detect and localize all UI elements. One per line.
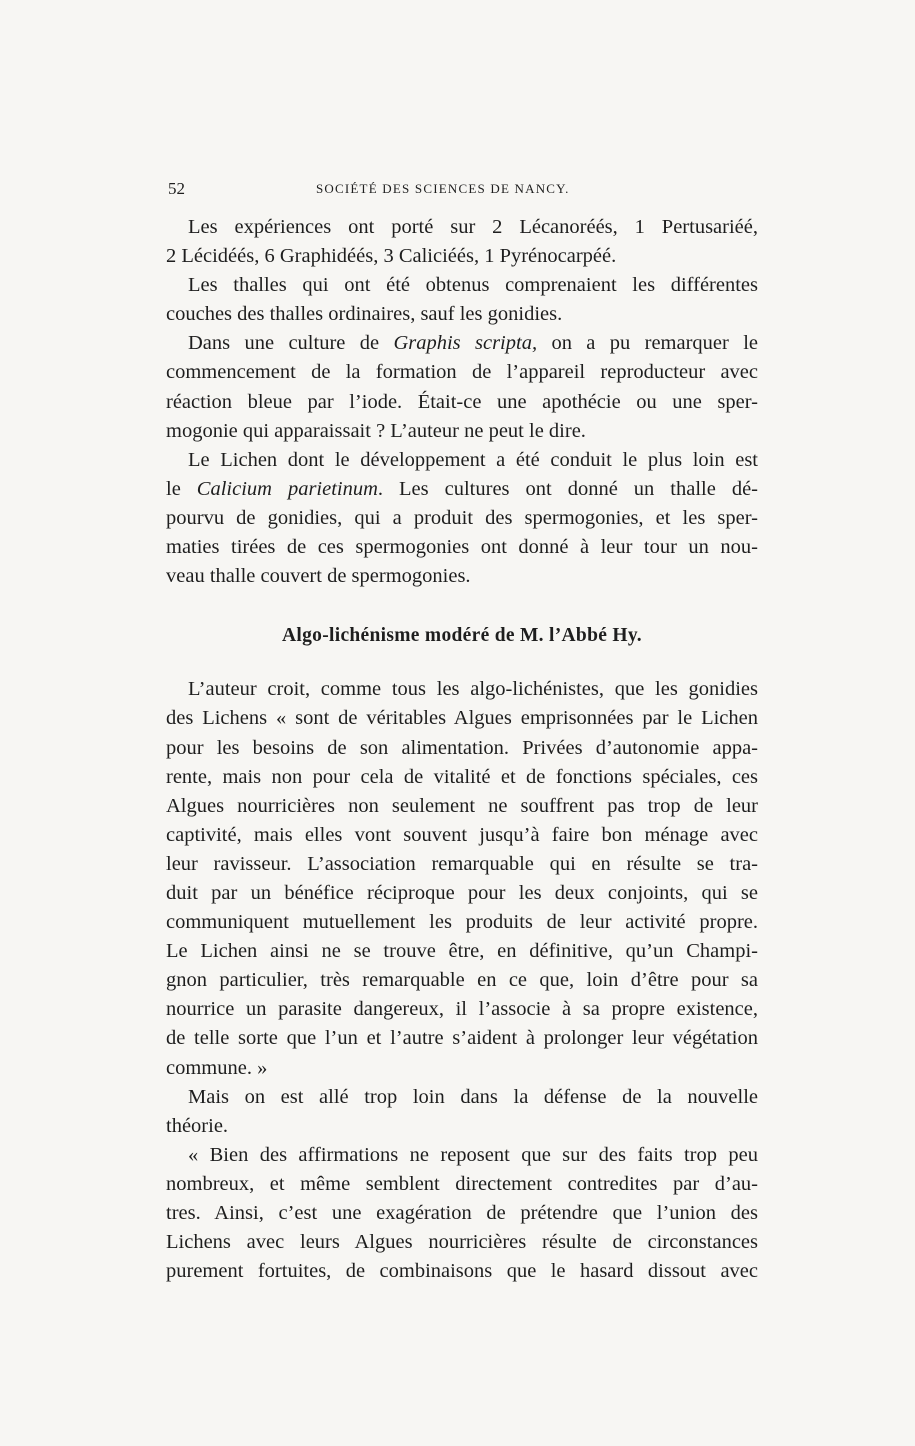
text-line: purement fortuites, de combinaisons que le hasard dissout avec (166, 1260, 758, 1283)
text-line: nombreux, et même semblent directement contredites par d’au- (166, 1172, 758, 1195)
text-line: nourrice un parasite dangereux, il l’associe à sa propre existence, (166, 998, 758, 1021)
text-line: pour les besoins de son alimentation. Privées d’autonomie appa- (166, 736, 758, 759)
section-title: Algo-lichénisme modéré de M. l’Abbé Hy. (282, 625, 642, 647)
text-line: Le Lichen ainsi ne se trouve être, en définitive, qu’un Champi- (166, 940, 758, 963)
text-line: L’auteur croit, comme tous les algo-lichénistes, que les gonidies (188, 678, 758, 701)
text-line: de telle sorte que l’un et l’autre s’aident à prolonger leur végétation (166, 1027, 758, 1050)
body-text (166, 213, 758, 1286)
text-line: Les expériences ont porté sur 2 Lécanoréés, 1 Pertusariéé, (188, 216, 758, 238)
text-line: « Bien des affirmations ne reposent que sur des faits trop peu (188, 1143, 758, 1166)
paragraph (166, 213, 758, 271)
running-title: SOCIÉTÉ DES SCIENCES DE NANCY. (316, 181, 570, 196)
text-line: Les thalles qui ont été obtenus comprenaient les différentes (188, 274, 758, 297)
text-line: communiquent mutuellement les produits de leur activité propre. (166, 911, 758, 934)
paragraph (166, 675, 758, 1082)
text-line: maties tirées de ces spermogonies ont donné à leur tour un nou- (166, 536, 758, 559)
text-line: 2 Lécidéés, 6 Graphidéés, 3 Caliciéés, 1 Pyrénocarpéé. (166, 245, 617, 268)
species-name: Graphis scripta, (393, 332, 538, 355)
text-line: Mais on est allé trop loin dans la défense de la nouvelle (188, 1085, 758, 1108)
text-line: Dans une culture de Graphis scripta, on a pu remarquer le (188, 332, 758, 355)
text-line: commencement de la formation de l’appareil reproducteur avec (166, 361, 758, 384)
page-number: 52 (168, 179, 185, 198)
paragraph (166, 1141, 758, 1286)
text-line: veau thalle couvert de spermogonies. (166, 565, 471, 588)
text-line: théorie. (166, 1114, 229, 1137)
text-line: duit par un bénéfice réciproque pour les deux conjoints, qui se (166, 881, 758, 904)
text-line: commune. » (166, 1056, 268, 1079)
text-line: le Calicium parietinum. Les cultures ont donné un thalle dé- (166, 477, 758, 500)
paragraph (166, 1083, 758, 1141)
text-line: leur ravisseur. L’association remarquable qui en résulte se tra- (166, 852, 758, 875)
page-header (168, 179, 758, 201)
text-line: couches des thalles ordinaires, sauf les gonidies. (166, 303, 563, 326)
text-line: rente, mais non pour cela de vitalité et de fonctions spéciales, ces (166, 765, 758, 788)
paragraph (166, 329, 758, 445)
species-name: Calicium parietinum (196, 477, 378, 500)
text-line: Algues nourricières non seulement ne souffrent pas trop de leur (166, 794, 758, 817)
text-line: des Lichens « sont de véritables Algues emprisonnées par le Lichen (166, 707, 758, 730)
text-line: gnon particulier, très remarquable en ce que, loin d’être pour sa (166, 969, 758, 992)
text-line: tres. Ainsi, c’est une exagération de prétendre que l’union des (166, 1202, 758, 1224)
text-line: captivité, mais elles vont souvent jusqu’à faire bon ménage avec (166, 823, 758, 846)
text-line: Le Lichen dont le développement a été conduit le plus loin est (188, 448, 758, 471)
text-line: réaction bleue par l’iode. Était-ce une apothécie ou une sper- (166, 390, 758, 413)
text-line: pourvu de gonidies, qui a produit des spermogonies, et les sper- (166, 506, 758, 529)
paragraph (166, 271, 758, 329)
paragraph (166, 446, 758, 591)
text-line: Lichens avec leurs Algues nourricières résulte de circonstances (166, 1231, 758, 1254)
text-line: mogonie qui apparaissait ? L’auteur ne peut le dire. (166, 419, 586, 442)
